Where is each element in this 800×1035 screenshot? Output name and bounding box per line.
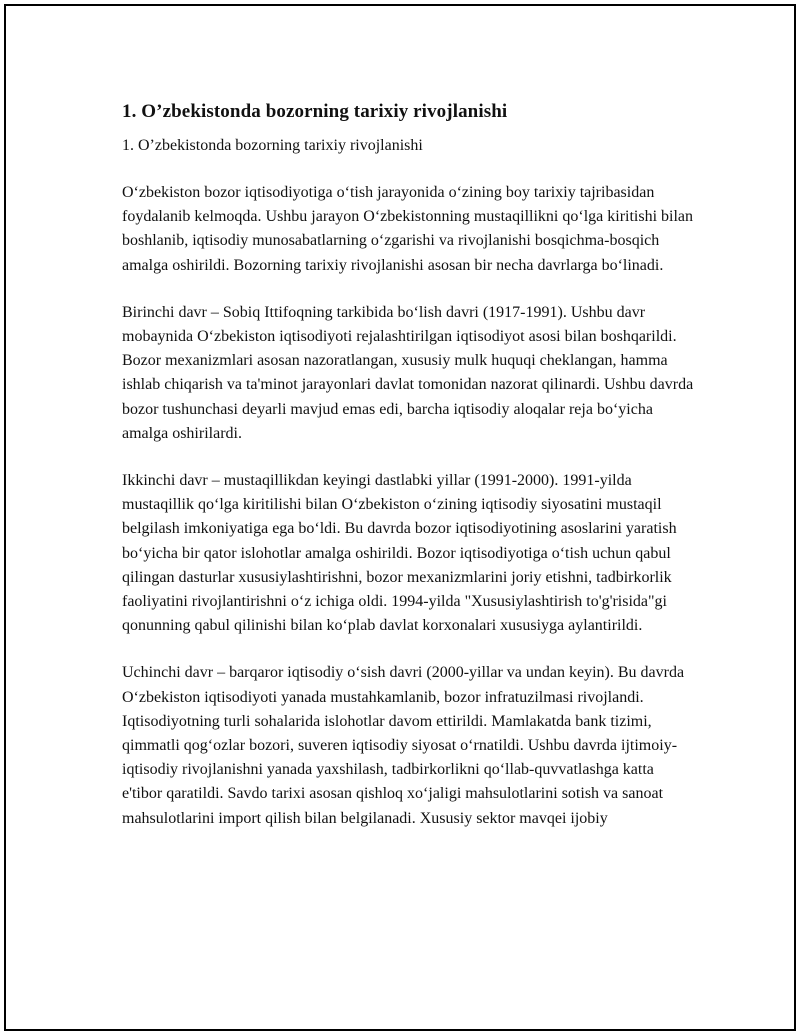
paragraph-first-period: Birinchi davr – Sobiq Ittifoqning tarkibida bo‘lish davri (1917-1991). Ushbu davr mobaynida O‘zbekiston iqtisodiyoti rejalashtirilgan iqtisodiyot asosi bilan boshqarildi. Bozor mexanizmlari asosan nazoratlangan, xususiy mulk huquqi cheklangan, hamma ishlab chiqarish va ta'minot jarayonlari davlat tomonidan nazorat qilinardi. Ushbu davrda bozor tushunchasi deyarli mavjud emas edi, barcha iqtisodiy aloqalar reja bo‘yicha amalga oshirilardi. <box>122 303 694 442</box>
document-body <box>122 99 697 831</box>
paragraph-second-period: Ikkinchi davr – mustaqillikdan keyingi dastlabki yillar (1991-2000). 1991-yilda mustaqillik qo‘lga kiritilishi bilan O‘zbekiston o‘zining iqtisodiy siyosatini mustaqil belgilash imkoniyatiga ega bo‘ldi. Bu davrda bozor iqtisodiyotining asoslarini yaratish bo‘yicha bir qator islohotlar amalga oshirildi. Bozor iqtisodiyotiga o‘tish uchun qabul qilingan dasturlar xususiylashtirishni, bozor mexanizmlarini joriy etishni, tadbirkorlik faoliyatini rivojlantirishni o‘z ichiga oldi. 1994-yilda "Xususiylashtirish to'g'risida"gi qonunning qabul qilinishi bilan ko‘plab davlat korxonalari xususiyga aylantirildi. <box>122 472 677 635</box>
paragraph-third-period: Uchinchi davr – barqaror iqtisodiy o‘sish davri (2000-yillar va undan keyin). Bu davrda O‘zbekiston iqtisodiyoti yanada mustahkamlanib, bozor infratuzilmasi rivojlandi. Iqtisodiyotning turli sohalarida islohotlar davom ettirildi. Mamlakatda bank tizimi, qimmatli qog‘ozlar bozori, suveren iqtisodiy siyosat o‘rnatildi. Ushbu davrda ijtimoiy-iqtisodiy rivojlanishni yanada yaxshilash, tadbirkorlikni qo‘llab-quvvatlashga katta e'tibor qaratildi. Savdo tarixi asosan qishloq xo‘jaligi mahsulotlarini sotish va sanoat mahsulotlarini import qilish bilan belgilanadi. Xususiy sektor mavqei ijobiy <box>122 664 685 827</box>
document-page <box>4 4 796 1031</box>
document-title: 1. O’zbekistonda bozorning tarixiy rivojlanishi <box>122 101 508 122</box>
paragraph-intro: O‘zbekiston bozor iqtisodiyotiga o‘tish jarayonida o‘zining boy tarixiy tajribasidan foydalanib kelmoqda. Ushbu jarayon O‘zbekistonning mustaqillikni qo‘lga kiritishi bilan boshlanib, iqtisodiy munosabatlarning o‘zgarishi va rivojlanishi bosqichma-bosqich amalga oshirildi. Bozorning tarixiy rivojlanishi asosan bir necha davrlarga bo‘linadi. <box>122 184 694 274</box>
document-subtitle: 1. O’zbekistonda bozorning tarixiy rivojlanishi <box>122 137 423 154</box>
